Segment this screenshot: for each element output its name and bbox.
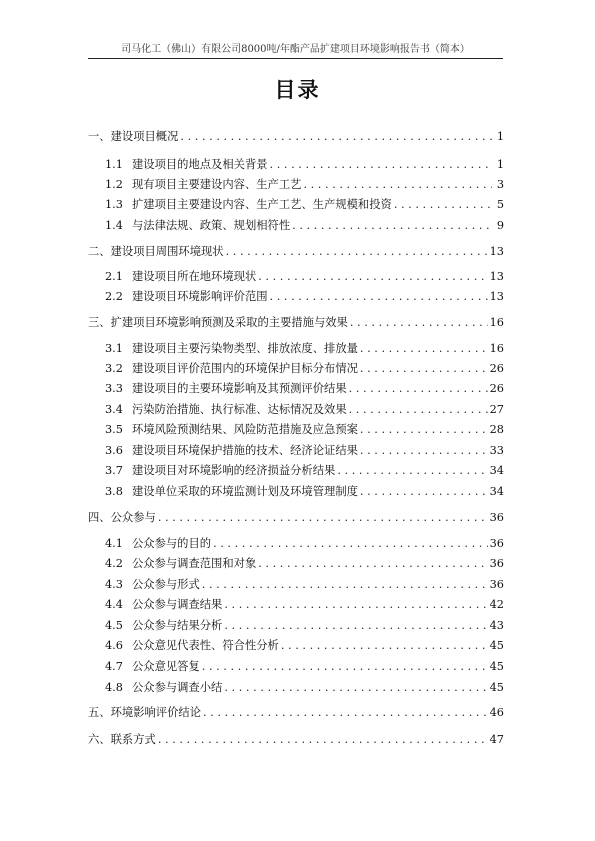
toc-entry-page-number: 13 <box>489 245 504 258</box>
dot-leader <box>360 359 488 379</box>
toc-entry-number: 1.4 <box>105 219 123 232</box>
toc-entry[interactable] <box>105 575 504 595</box>
toc-entry-label: 建设项目环境保护措施的技术、经济论证结果 <box>131 444 358 457</box>
toc-entry-page-number: 16 <box>489 342 504 355</box>
toc-entry-label: 环境影响评价结论 <box>110 706 201 719</box>
toc-entry[interactable] <box>105 616 504 636</box>
toc-entry[interactable] <box>105 461 504 481</box>
toc-entry[interactable] <box>105 216 504 236</box>
toc-entry[interactable] <box>105 195 504 215</box>
dot-leader <box>349 379 488 399</box>
dot-leader <box>226 242 488 262</box>
toc-entry-page-number: 46 <box>489 706 504 719</box>
toc-entry-label: 公众参与调查范围和对象 <box>131 557 257 570</box>
dot-leader <box>203 703 488 723</box>
toc-entry-page-number: 45 <box>489 681 504 694</box>
dot-leader <box>337 461 487 481</box>
dot-leader <box>270 155 492 175</box>
toc-entry[interactable] <box>105 400 504 420</box>
toc-entry-number: 四、 <box>88 511 111 524</box>
toc-entry[interactable] <box>88 242 504 262</box>
toc-entry-label: 建设项目的主要环境影响及其预测评价结果 <box>131 382 347 395</box>
toc-entry-page-number: 36 <box>489 578 504 591</box>
toc-entry[interactable] <box>105 155 504 175</box>
page-title: 目录 <box>274 78 321 102</box>
toc-entry[interactable] <box>88 730 504 750</box>
toc-entry[interactable] <box>88 313 504 333</box>
toc-entry-number: 3.6 <box>105 444 123 457</box>
toc-entry[interactable] <box>88 508 504 528</box>
toc-entry-number: 2.1 <box>105 270 123 283</box>
toc-entry-label: 环境风险预测结果、风险防范措施及应急预案 <box>131 423 358 436</box>
toc-entry-page-number: 26 <box>489 362 504 375</box>
toc-entry-label: 建设项目评价范围内的环境保护目标分布情况 <box>131 362 358 375</box>
toc-entry-label: 建设项目主要污染物类型、排放浓度、排放量 <box>131 342 358 355</box>
toc-entry-label: 建设项目的地点及相关背景 <box>131 158 268 171</box>
toc-entry-number: 1.2 <box>105 178 123 191</box>
toc-entry-page-number: 16 <box>489 316 504 329</box>
toc-entry-label: 现有项目主要建设内容、生产工艺 <box>131 178 302 191</box>
toc-entry-number: 3.2 <box>105 362 123 375</box>
toc-entry-number: 六、 <box>88 733 111 746</box>
toc-entry-label: 联系方式 <box>110 733 156 746</box>
dot-leader <box>202 657 488 677</box>
toc-entry[interactable] <box>88 703 504 723</box>
dot-leader <box>350 313 488 333</box>
dot-leader <box>360 339 488 359</box>
dot-leader <box>360 482 488 502</box>
toc-entry-number: 4.6 <box>105 639 123 652</box>
toc-entry[interactable] <box>105 554 504 574</box>
toc-entry-label: 公众参与的目的 <box>131 537 212 550</box>
toc-entry-number: 4.4 <box>105 598 123 611</box>
toc-entry-page-number: 42 <box>489 598 504 611</box>
toc-entry-label: 建设单位采取的环境监测计划及环境管理制度 <box>131 485 358 498</box>
toc-entry-page-number: 34 <box>489 464 504 477</box>
toc-entry-label: 公众参与形式 <box>131 578 200 591</box>
toc-entry-page-number: 26 <box>489 382 504 395</box>
toc-entry-label: 扩建项目环境影响预测及采取的主要措施与效果 <box>110 316 348 329</box>
toc-entry-number: 一、 <box>88 130 111 143</box>
dot-leader <box>224 595 487 615</box>
toc-entry-label: 公众意见答复 <box>131 660 200 673</box>
toc-entry-page-number: 1 <box>496 158 504 171</box>
dot-leader <box>224 678 487 698</box>
toc-entry[interactable] <box>105 359 504 379</box>
toc-entry-page-number: 13 <box>489 290 504 303</box>
toc-entry-label: 公众参与调查小结 <box>131 681 223 694</box>
dot-leader <box>349 400 488 420</box>
toc-entry-number: 4.2 <box>105 557 123 570</box>
toc-entry[interactable] <box>105 420 504 440</box>
toc-entry-number: 1.1 <box>105 158 123 171</box>
toc-entry-number: 2.2 <box>105 290 123 303</box>
toc-entry-number: 3.1 <box>105 342 123 355</box>
toc-entry[interactable] <box>105 534 504 554</box>
toc-entry[interactable] <box>105 678 504 698</box>
dot-leader <box>224 616 487 636</box>
dot-leader <box>360 441 488 461</box>
toc-entry-page-number: 47 <box>489 733 504 746</box>
toc-entry-label: 建设项目概况 <box>110 130 179 143</box>
toc-entry-page-number: 43 <box>489 619 504 632</box>
toc-entry-label: 建设项目周围环境现状 <box>110 245 224 258</box>
toc-entry-page-number: 33 <box>489 444 504 457</box>
toc-entry-page-number: 45 <box>489 639 504 652</box>
toc-entry-page-number: 9 <box>496 219 504 232</box>
toc-entry[interactable] <box>88 127 504 147</box>
toc-entry-number: 3.7 <box>105 464 123 477</box>
toc-entry-label: 公众参与调查结果 <box>131 598 223 611</box>
toc-entry-label: 与法律法规、政策、规划相符性 <box>131 219 291 232</box>
toc-entry-page-number: 5 <box>496 198 504 211</box>
toc-entry-number: 4.1 <box>105 537 123 550</box>
toc-entry-number: 4.7 <box>105 660 123 673</box>
toc-entry[interactable] <box>105 657 504 677</box>
toc-entry-page-number: 3 <box>496 178 504 191</box>
toc-entry[interactable] <box>105 482 504 502</box>
toc-entry-page-number: 36 <box>489 537 504 550</box>
dot-leader <box>158 508 488 528</box>
toc-entry-label: 污染防治措施、执行标准、达标情况及效果 <box>131 403 347 416</box>
toc-entry-number: 4.8 <box>105 681 123 694</box>
dot-leader <box>281 636 488 656</box>
dot-leader <box>213 534 488 554</box>
toc-entry[interactable] <box>105 441 504 461</box>
toc-entry-page-number: 36 <box>489 557 504 570</box>
dot-leader <box>258 267 487 287</box>
dot-leader <box>292 216 492 236</box>
toc-entry-number: 二、 <box>88 245 111 258</box>
header-rule <box>88 58 503 59</box>
toc-entry-label: 建设项目对环境影响的经济损益分析结果 <box>131 464 336 477</box>
toc-entry-label: 扩建项目主要建设内容、生产工艺、生产规模和投资 <box>131 198 392 211</box>
toc-entry[interactable] <box>105 595 504 615</box>
toc-entry[interactable] <box>105 339 504 359</box>
dot-leader <box>202 575 488 595</box>
running-header: 司马化工（佛山）有限公司8000吨/年酯产品扩建项目环境影响报告书（简本） <box>121 44 470 55</box>
dot-leader <box>394 195 492 215</box>
toc-entry-label: 建设项目环境影响评价范围 <box>131 290 268 303</box>
toc-entry-number: 4.3 <box>105 578 123 591</box>
toc-entry-page-number: 13 <box>489 270 504 283</box>
toc-entry-number: 4.5 <box>105 619 123 632</box>
toc-entry-page-number: 34 <box>489 485 504 498</box>
toc-entry-page-number: 45 <box>489 660 504 673</box>
toc-entry-number: 3.8 <box>105 485 123 498</box>
toc-entry-number: 三、 <box>88 316 111 329</box>
toc-entry-label: 公众参与 <box>110 511 156 524</box>
dot-leader <box>258 554 487 574</box>
toc-entry-page-number: 36 <box>489 511 504 524</box>
toc-entry-label: 建设项目所在地环境现状 <box>131 270 257 283</box>
dot-leader <box>303 175 492 195</box>
toc-entry[interactable] <box>105 636 504 656</box>
toc-entry-page-number: 1 <box>496 130 504 143</box>
toc-entry[interactable] <box>105 267 504 287</box>
toc-entry-number: 3.3 <box>105 382 123 395</box>
toc-entry[interactable] <box>105 175 504 195</box>
toc-entry-page-number: 27 <box>489 403 504 416</box>
dot-leader <box>270 287 488 307</box>
toc-entry[interactable] <box>105 379 504 399</box>
toc-entry-number: 1.3 <box>105 198 123 211</box>
toc-entry-number: 3.4 <box>105 403 123 416</box>
dot-leader <box>360 420 488 440</box>
toc-entry-number: 五、 <box>88 706 111 719</box>
dot-leader <box>158 730 488 750</box>
toc-entry-label: 公众意见代表性、符合性分析 <box>131 639 279 652</box>
toc-entry[interactable] <box>105 287 504 307</box>
toc-entry-label: 公众参与结果分析 <box>131 619 223 632</box>
toc-entry-number: 3.5 <box>105 423 123 436</box>
toc-entry-page-number: 28 <box>489 423 504 436</box>
dot-leader <box>180 127 492 147</box>
